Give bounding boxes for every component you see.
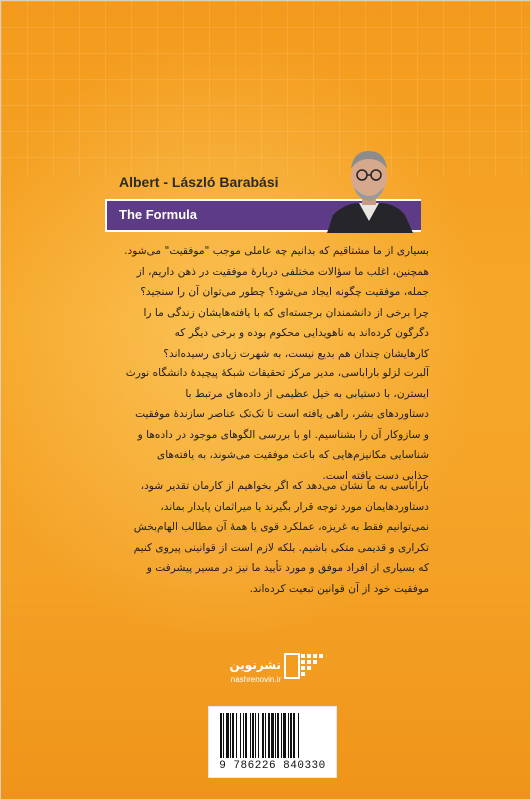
isbn-barcode (208, 706, 337, 778)
blurb-paragraph-2: آلبرت لزلو باراباسی، مدیر مرکز تحقیقات شبکهٔ پیچیدهٔ دانشگاه نورث ایسترن، با دستیابی به خیل عظیمی از داده‌های مرتبط با دستاوردهای بشر، راهی یافته است تا تک‌تک عناصر سازندهٔ موفقیت و سازوکار آن را بشناسیم. او با بررسی الگوهای موجود در داده‌ها و شناسایی مکانیزم‌هایی که باعث موفقیت می‌شوند، به یافته‌های جذابی دست یافته است. (125, 367, 429, 482)
barcode-bar (271, 713, 274, 758)
book-title: The Formula (119, 207, 198, 222)
barcode-bar (288, 713, 289, 758)
barcode-bar (223, 713, 224, 758)
barcode-bar (265, 713, 266, 758)
barcode-bar (240, 713, 241, 758)
barcode-bar (252, 713, 254, 758)
publisher-url: nashrenovin.ir (230, 675, 281, 684)
background-pattern (1, 1, 531, 176)
barcode-bar (255, 713, 256, 758)
barcode-bar (268, 713, 270, 758)
barcode-bar (226, 713, 229, 758)
barcode-bar (258, 713, 259, 758)
barcode-bar (281, 713, 282, 758)
barcode-bar (245, 713, 247, 758)
author-name: Albert - László Barabási (119, 174, 279, 190)
barcode-bar (236, 713, 237, 758)
barcode-bar (290, 713, 292, 758)
author-photo (319, 141, 419, 233)
publisher-name: نشرنوین (229, 658, 281, 672)
barcode-bar (230, 713, 231, 758)
barcode-bar (293, 713, 295, 758)
barcode-bar (277, 713, 279, 758)
barcode-bar (220, 713, 222, 758)
barcode-bars (218, 713, 326, 758)
barcode-bar (262, 713, 264, 758)
barcode-number: 9 786226 840330 (219, 760, 326, 772)
blurb-paragraph-3: باراباسی به ما نشان می‌دهد که اگر بخواهیم از کارمان تقدیر شود، دستاوردهایمان مورد توجه قرار بگیرند یا میراثمان پایدار بماند، نمی‌توانیم فقط به غریزه، عملکرد قوی یا همهٔ آن مطالب الهام‌بخش تکراری و قدیمی متکی باشیم. بلکه لازم است از قوانینی پیروی کنیم که بسیاری از افراد موفق و مورد تأیید ما نیز در مسیر پیشرفت و موفقیت خود از آن قوانین تبعیت کرده‌اند. (133, 480, 429, 595)
barcode-bar (275, 713, 276, 758)
barcode-bar (232, 713, 234, 758)
barcode-bar (298, 713, 299, 758)
barcode-bar (243, 713, 244, 758)
blurb-paragraph-1: بسیاری از ما مشتاقیم که بدانیم چه عاملی موجب "موفقیت" می‌شود. همچنین، اغلب ما سؤالات مختلفی دربارهٔ موفقیت در ذهن داریم، از جمله، موفقیت چگونه ایجاد می‌شود؟ چطور می‌توان آن را سنجید؟ چرا برخی از دانشمندان برجسته‌ای که با یافته‌هایشان زندگی ما را دگرگون کرده‌اند به ناهویدایی محکوم بوده و برخی دیگر که کارهایشان چندان هم بدیع نیست، به شهرت زیادی رسیده‌اند؟ (124, 245, 429, 360)
barcode-bar (250, 713, 251, 758)
barcode-bar (283, 713, 286, 758)
